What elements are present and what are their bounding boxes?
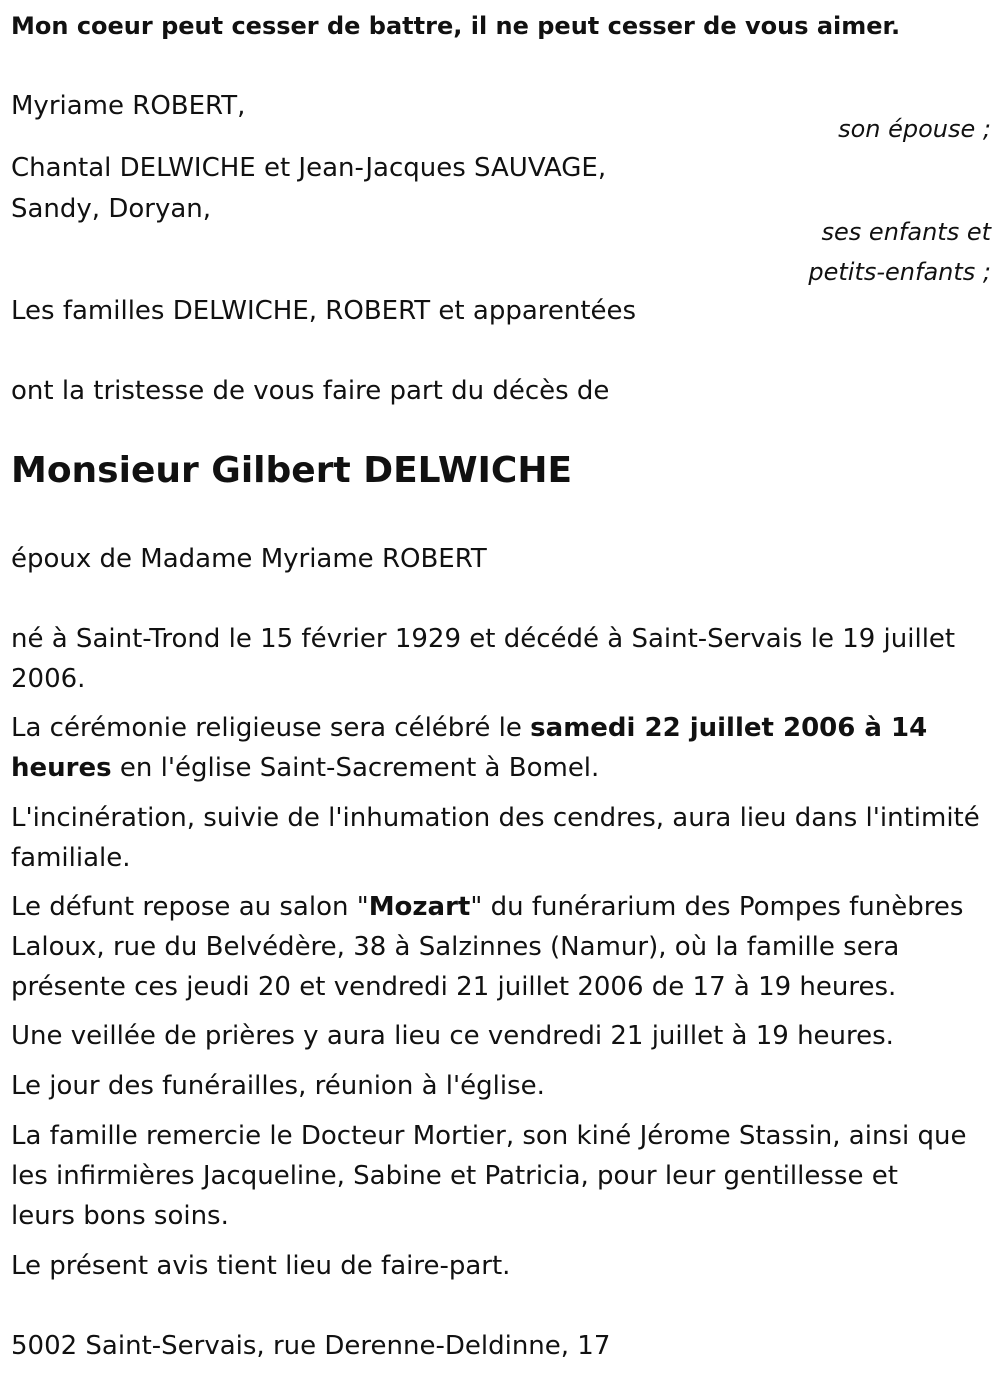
children-role-line-1: ses enfants et [821,218,991,246]
birth-death-line-2: 2006. [11,664,86,694]
children-line-1: Chantal DELWICHE et Jean-Jacques SAUVAGE, [11,153,607,183]
ceremony-prefix: La cérémonie religieuse sera célébré le [11,713,531,743]
epigraph: Mon coeur peut cesser de battre, il ne peut cesser de vous aimer. [11,12,901,40]
children-line-2: Sandy, Doryan, [11,194,212,224]
address: 5002 Saint-Servais, rue Derenne-Deldinne, 17 [11,1331,611,1361]
ceremony-time-bold: heures [11,753,112,783]
funeral-day: Le jour des funérailles, réunion à l'église. [11,1071,545,1101]
repose-line-1 [11,887,963,927]
spouse-role: son épouse ; [838,115,991,143]
birth-death-line-1: né à Saint-Trond le 15 février 1929 et décédé à Saint-Servais le 19 juillet [11,624,956,654]
ceremony-date-bold: samedi 22 juillet 2006 à 14 [530,713,928,743]
thanks-line-1: La famille remercie le Docteur Mortier, son kiné Jérome Stassin, ainsi que [11,1121,967,1151]
obituary-notice [11,0,991,1380]
notice: Le présent avis tient lieu de faire-part. [11,1251,511,1281]
repose-suffix: " du funérarium des Pompes funèbres [470,892,964,922]
repose-prefix: Le défunt repose au salon " [11,892,369,922]
thanks-line-2: les infirmières Jacqueline, Sabine et Patricia, pour leur gentillesse et [11,1161,898,1191]
spouse-name: Myriame ROBERT, [11,91,246,121]
incineration-line-2: familiale. [11,843,131,873]
children-role-line-2: petits-enfants ; [808,258,991,286]
ceremony-location: en l'église Saint-Sacrement à Bomel. [111,753,600,783]
ceremony-line-1 [11,708,927,748]
repose-line-2: Laloux, rue du Belvédère, 38 à Salzinnes (Namur), où la famille sera [11,932,900,962]
vigil: Une veillée de prières y aura lieu ce vendredi 21 juillet à 19 heures. [11,1021,894,1051]
incineration-line-1: L'incinération, suivie de l'inhumation des cendres, aura lieu dans l'intimité [11,803,980,833]
salon-name: Mozart [368,892,471,922]
deceased-name: Monsieur Gilbert DELWICHE [11,450,573,491]
announcement: ont la tristesse de vous faire part du décès de [11,376,610,406]
families-line: Les familles DELWICHE, ROBERT et apparentées [11,296,637,326]
repose-line-3: présente ces jeudi 20 et vendredi 21 juillet 2006 de 17 à 19 heures. [11,972,897,1002]
ceremony-line-2 [11,748,599,788]
spouse-of: époux de Madame Myriame ROBERT [11,544,487,574]
thanks-line-3: leurs bons soins. [11,1201,229,1231]
